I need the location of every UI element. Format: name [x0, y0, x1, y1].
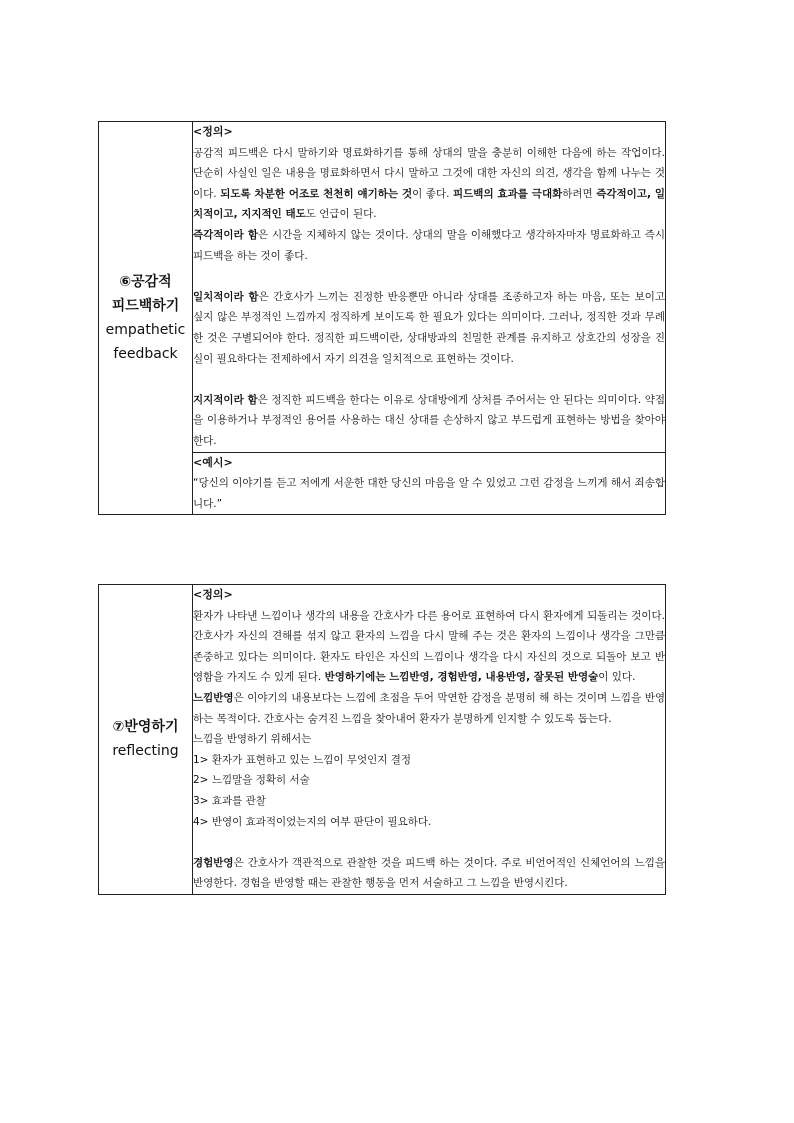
section-number-label: ⑦반영하기 [112, 719, 179, 736]
text: 도 언급이 된다. [305, 208, 377, 221]
step-item: 2> 느낌말을 정확히 서술 [193, 774, 310, 787]
paragraph [193, 287, 665, 369]
text: 공감적 피드백은 다시 말하기와 명료화하기를 통해 상대의 말을 충분히 이해한 다음에 하는 작업이다. 단순히 사실인 일은 내용을 명료화하면서 다시 말하고 그것에 대한 자신의 의견, 생각을 함께 나누는 것이다. [193, 146, 665, 200]
step-item: 4> 반영이 효과적이었는지의 여부 판단이 필요하다. [193, 815, 432, 828]
section-english-label: reflecting [112, 743, 179, 760]
paragraph [193, 688, 665, 729]
text: 은 간호사가 객관적으로 관찰한 것을 피드백 하는 것이다. 주로 비언어적인 신체언어의 느낌을 반영한다. 경험을 반영할 때는 관찰한 행동을 먼저 서술하고 그 느낌을 반영시킨다. [193, 856, 665, 890]
definition-cell [193, 122, 666, 453]
section-english-label-2: feedback [113, 346, 178, 363]
example-text: “당신의 이야기를 듣고 저에게 서운한 대한 당신의 마음을 알 수 있었고 그런 감정을 느끼게 해서 죄송합니다.” [193, 477, 665, 510]
section-reflecting [98, 584, 666, 895]
definition-header: <정의> [193, 125, 233, 138]
paragraph [193, 853, 665, 894]
text: 환자가 나타낸 느낌이나 생각의 내용을 간호사가 다른 용어로 표현하여 다시 환자에게 되돌리는 것이다. 간호사가 자신의 견해를 섞지 않고 환자의 느낌을 다시 말해 주는 것은 환자의 느낌이나 생각을 그만큼 존중하고 있다는 의미이다. 환자도 타인은 자신의 느낌이나 생각을 다시 자신의 것으로 되돌아 보고 반영함을 가지도 수 있게 된다. [193, 609, 665, 684]
text: 이 좋다. [412, 187, 454, 200]
definition-header: <정의> [193, 588, 233, 601]
bold-text: 즉각적이라 함 [193, 228, 259, 241]
step-item: 3> 효과를 관찰 [193, 794, 266, 807]
text: 은 시간을 지체하지 않는 것이다. 상대의 말을 이해했다고 생각하자마자 명료화하고 즉시 피드백을 하는 것이 좋다. [193, 228, 665, 262]
bold-text: 즉각적이고, 일치적이고, 지지적인 태도 [193, 187, 665, 221]
section-label-cell [99, 585, 193, 895]
text: 은 간호사가 느끼는 진정한 반응뿐만 아니라 상대를 조종하고자 하는 마음, 또는 보이고 싶지 않은 부정적인 느낌까지 정직하게 보이도록 한 필요가 있다는 의미이다. 그러나, 정직한 것과 무례한 것은 구별되어야 한다. 정직한 피드백이란, 상대방과의 친밀한 관계를 유지하고 상호간의 성장을 진실이 필요하다는 전제하에서 자기 의견을 일치적으로 표현하는 것이다. [193, 290, 666, 365]
bold-text: 피드백의 효과를 극대화 [453, 187, 563, 200]
bold-text: 지지적이라 함 [193, 393, 258, 406]
paragraph [193, 390, 665, 452]
text: 하려면 [562, 187, 597, 200]
text: 은 이야기의 내용보다는 느낌에 초점을 두어 막연한 감정을 분명히 해 하는 것이며 느낌을 반영하는 목적이다. 간호사는 숨겨진 느낌을 찾아내어 환자가 분명하게 인지할 수 있도록 돕는다. [193, 691, 665, 725]
bold-text: 반영하기에는 느낌반영, 경험반영, 내용반영, 잘못된 반영술 [324, 671, 599, 684]
example-cell [193, 452, 666, 515]
bold-text: 일치적이라 함 [193, 290, 259, 303]
section-english-label-1: empathetic [105, 322, 186, 339]
section-number-label: ⑥공감적 [119, 274, 172, 291]
paragraph: 느낌을 반영하기 위해서는 [193, 733, 312, 746]
bold-text: 느낌반영 [193, 691, 234, 704]
section-label-cell [99, 122, 193, 515]
paragraph [193, 606, 665, 688]
step-item: 1> 환자가 표현하고 있는 느낌이 무엇인지 결정 [193, 753, 412, 766]
example-header: <예시> [193, 455, 233, 469]
section-empathetic-feedback [98, 121, 666, 515]
paragraph [193, 143, 665, 225]
definition-cell [193, 585, 666, 895]
text: 은 정직한 피드백을 한다는 이유로 상대방에게 상처를 주어서는 안 된다는 의미이다. 약점을 이용하거나 부정적인 용어를 사용하는 대신 상대를 손상하지 않고 부드럽게 표현하는 방법을 찾아야한다. [193, 393, 666, 447]
paragraph [193, 225, 665, 266]
text: 이 있다. [598, 671, 636, 684]
section-title-label: 피드백하기 [111, 298, 180, 315]
bold-text: 되도록 차분한 어조로 천천히 얘기하는 것 [220, 187, 413, 200]
bold-text: 경험반영 [193, 856, 234, 869]
